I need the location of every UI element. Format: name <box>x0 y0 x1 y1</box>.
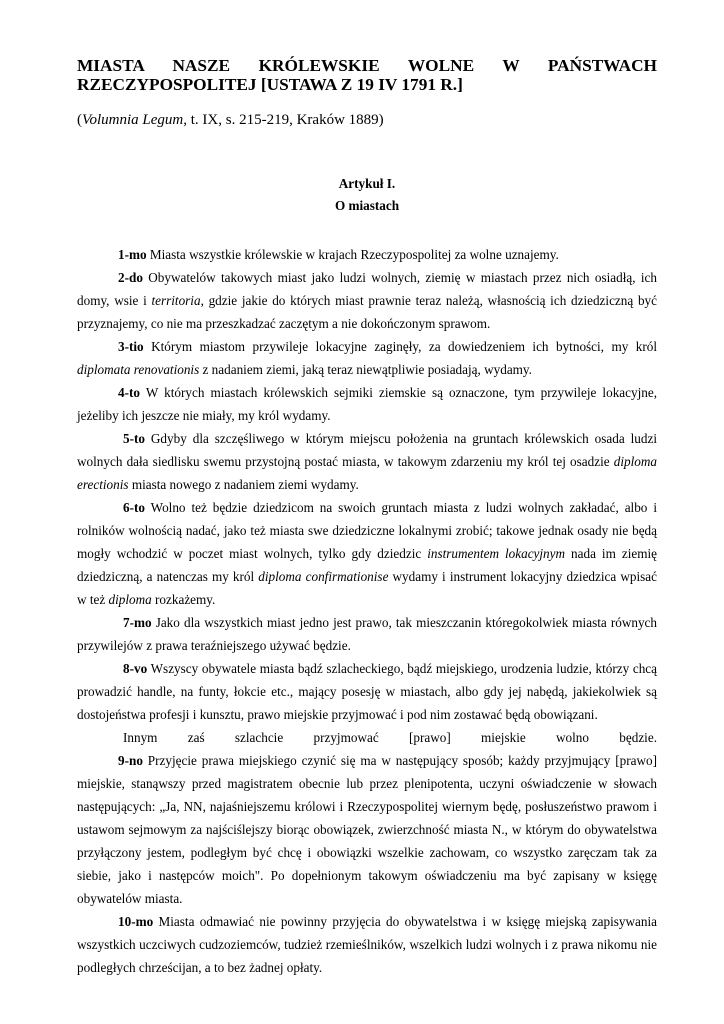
source-citation <box>77 111 657 129</box>
paragraph-2 <box>77 266 657 335</box>
paragraph-10 <box>77 910 657 979</box>
paragraph-text: Jako dla wszystkich miast jedno jest prawo, tak mieszczanin któregokolwiek miasta równych przywilejów z prawa teraźniejszego używać będzie. <box>77 615 657 653</box>
document-title <box>77 56 657 94</box>
latin-term: diploma confirmationise <box>258 569 389 584</box>
title-line-1: MIASTA NASZE KRÓLEWSKIE WOLNE W PAŃSTWACH <box>77 56 657 75</box>
paragraph-8 <box>77 657 657 749</box>
paragraph-text: Przyjęcie prawa miejskiego czynić się ma w następujący sposób; każdy przyjmujący [prawo] miejskie, stanąwszy przed magistratem obecnie lub przez plenipotenta, uczyni oświadczenie w słowach następujących: „Ja, NN, najaśniejszemu królowi i Rzeczypospolitej wiernym będę, posłuszeństwo prawom i ustawom sejmowym za najściślejszy biorąc obowiązek, zwierzchność miasta N., w którym do obywatelstwa przyłączony jestem, podległym być chcę i obowiązki wszelkie zachowam, co wszystko zaręczam tak za siebie, jako i następców moich". Po dopełnionym takowym oświadczeniu ma być zapisany w księgę obywatelów miasta. <box>77 753 657 906</box>
paragraph-1 <box>77 243 657 266</box>
paragraph-text: , gdzie jakie do których miast prawnie teraz należą, własnością ich dziedziczną być przyznajemy, co nie ma przeszkadzać zaczętym a nie dokończonym sprawom. <box>77 293 657 331</box>
paragraph-number: 5-to <box>123 431 145 446</box>
paragraph-number: 1-mo <box>118 247 147 262</box>
paragraph-text: Wolno też będzie dziedzicom na swoich gruntach miasta z ludzi wolnych zakładać, albo i rolników wolnością nadać, jako też miasta swe dziedziczne lokalnymi zrobić; takowe jednak osady nie będą mogły wchodzić w poczet miast wolnych, tylko gdy dziedzic <box>77 500 657 561</box>
paragraph-number: 9-no <box>118 753 143 768</box>
paragraph-3 <box>77 335 657 381</box>
title-line-2: RZECZYPOSPOLITEJ [USTAWA Z 19 IV 1791 R.] <box>77 75 463 94</box>
paragraph-text: Miasta odmawiać nie powinny przyjęcia do obywatelstwa i w księgę miejską zapisywania wszystkich uczciwych cudzoziemców, tudzież rzemieślników, wszelkich ludzi wolnych i z prawa nikomu nie podległych chrześcijan, a to bez żadnej opłaty. <box>77 914 657 975</box>
paragraph-text: Którym miastom przywileje lokacyjne zaginęły, za dowiedzeniem ich bytności, my król <box>143 339 657 354</box>
paragraph-text: Obywatelów takowych miast jako ludzi wolnych, ziemię w miastach przez nich osiadłą, ich domy, wsie i <box>77 270 657 308</box>
paragraph-text-last-line: Innym zaś szlachcie przyjmować [prawo] miejskie wolno będzie. <box>123 730 657 745</box>
paragraph-number: 3-tio <box>118 339 144 354</box>
paragraph-text: wydamy i instrument lokacyjny dziedzica wpisać w też <box>77 569 657 607</box>
document-page <box>77 0 657 979</box>
paragraph-text: miasta nowego z nadaniem ziemi wydamy. <box>128 477 359 492</box>
paragraph-7 <box>77 611 657 657</box>
latin-term: diploma erectionis <box>77 454 657 492</box>
latin-term: diploma <box>108 592 152 607</box>
paragraph-number: 4-to <box>118 385 140 400</box>
article-heading: O miastach <box>334 198 400 213</box>
citation-rest: , t. IX, s. 215-219, Kraków 1889) <box>183 112 384 128</box>
citation-open: ( <box>77 112 82 128</box>
paragraph-text: Wszyscy obywatele miasta bądź szlacheckiego, bądź miejskiego, urodzenia ludzie, którzy chcą prowadzić handle, na funty, łokcie etc., mający posesję w miastach, albo gdy jej nabędą, jakiekolwiek są dostojeństwa profesji i kunsztu, prawo miejskie przyjmować i pod nim zostawać będą obowiązani. <box>77 661 657 722</box>
paragraph-number: 2-do <box>118 270 143 285</box>
paragraph-number: 7-mo <box>123 615 152 630</box>
paragraph-text: W których miastach królewskich sejmiki ziemskie są oznaczone, tym przywileje lokacyjne, jeżeliby ich jeszcze nie miały, my król wydamy. <box>77 385 657 423</box>
paragraph-5 <box>77 427 657 496</box>
citation-work: Volumnia Legum <box>82 112 184 128</box>
paragraph-text: rozkażemy. <box>151 592 216 607</box>
paragraph-text: Miasta wszystkie królewskie w krajach Rzeczypospolitej za wolne uznajemy. <box>146 247 559 262</box>
article-body <box>77 243 657 979</box>
latin-term: instrumentem lokacyjnym <box>427 546 566 561</box>
latin-term: diplomata renovationis <box>77 362 200 377</box>
paragraph-4 <box>77 381 657 427</box>
paragraph-text: Gdyby dla szczęśliwego w którym miejscu położenia na gruntach królewskich osada ludzi wolnych dała siedlisku swemu przystojną postać miasta, w takowym zdarzeniu my król tej osadzie <box>77 431 657 469</box>
paragraph-9 <box>77 749 657 910</box>
paragraph-text: z nadaniem ziemi, jaką teraz niewątpliwie posiadają, wydamy. <box>199 362 532 377</box>
article-number: Artykuł I. <box>338 176 396 191</box>
paragraph-number: 6-to <box>123 500 145 515</box>
paragraph-number: 10-mo <box>118 914 154 929</box>
paragraph-text: nada im ziemię dziedziczną, a natenczas my król <box>77 546 657 584</box>
paragraph-6 <box>77 496 657 611</box>
paragraph-number: 8-vo <box>123 661 148 676</box>
latin-term: territoria <box>151 293 201 308</box>
